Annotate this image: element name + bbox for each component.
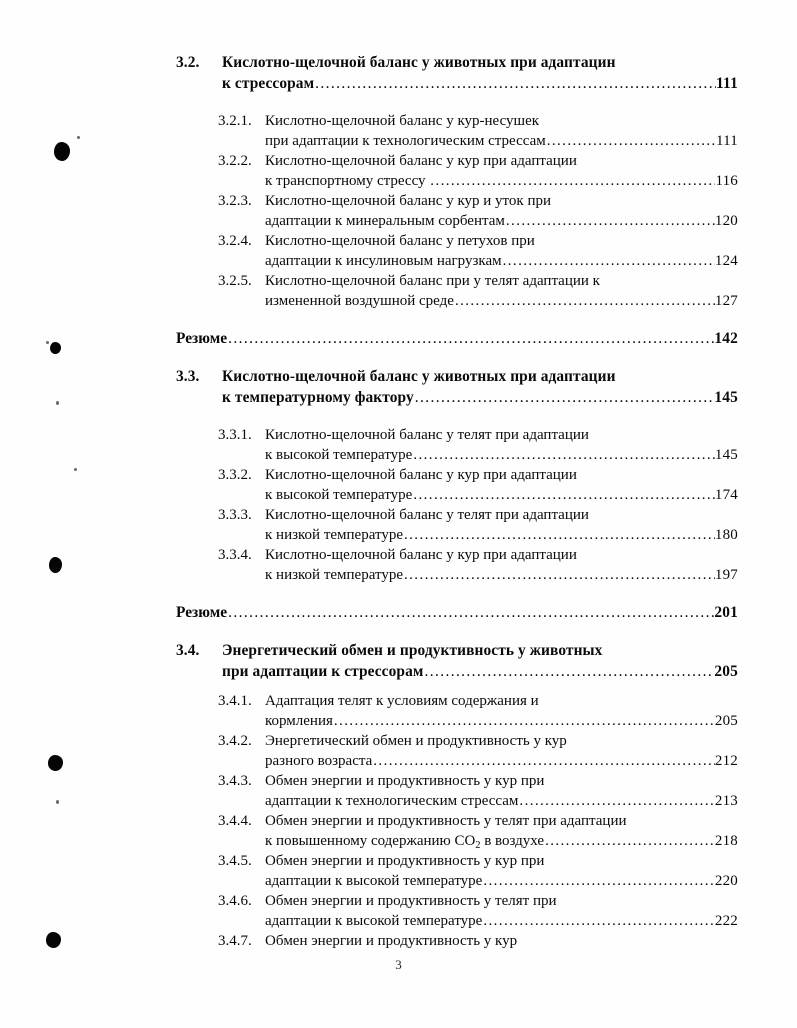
resume-page-number: 142 (714, 330, 738, 347)
section-title-line1: Кислотно-щелочной баланс у животных при адаптации (222, 368, 616, 385)
subitem-line2: адаптации к высокой температуре (265, 913, 483, 929)
subitem-line2: к высокой температуре (265, 487, 413, 503)
subitem-line2: к низкой температуре (265, 567, 403, 583)
subitem-line1: Адаптация телят к условиям содержания и (265, 693, 539, 709)
subitem-line1: Кислотно-щелочной баланс у кур при адаптации (265, 547, 577, 563)
dot-leader (413, 485, 715, 505)
subitem-number: 3.2.1. (218, 113, 252, 129)
subitem-number: 3.4.4. (218, 813, 252, 829)
dot-leader (373, 751, 715, 771)
subitem-number: 3.4.2. (218, 733, 252, 749)
subitem-line2: при адаптации к технологическим стрессам (265, 133, 546, 149)
toc-subitem-3-3-2[interactable] (176, 465, 738, 505)
section-number: 3.4. (176, 642, 200, 659)
scan-speck-artifact (46, 341, 49, 344)
subitem-line1: Кислотно-щелочной баланс у телят при адаптации (265, 507, 589, 523)
formula-suffix: в воздухе (480, 833, 545, 849)
subitem-page-number: 213 (714, 793, 738, 809)
scan-speck-artifact (56, 800, 59, 804)
spacer (176, 585, 738, 602)
subitem-number: 3.2.2. (218, 153, 252, 169)
toc-subitems-3-2 (176, 111, 738, 311)
subitem-line2: адаптации к технологическим стрессам (265, 793, 519, 809)
toc-subitem-3-2-3[interactable] (176, 191, 738, 231)
toc-subitem-3-3-3[interactable] (176, 505, 738, 545)
subitem-page-number: 127 (714, 293, 738, 309)
spacer (176, 408, 738, 425)
dot-leader (404, 525, 715, 545)
toc-resume-201[interactable] (176, 602, 738, 623)
subitem-page-number: 222 (714, 913, 738, 929)
toc-subitem-3-3-4[interactable] (176, 545, 738, 585)
subitem-line2-formula (265, 831, 544, 851)
table-of-contents (176, 52, 738, 951)
dot-leader (545, 831, 715, 851)
dot-leader (413, 445, 715, 465)
subitem-number: 3.3.1. (218, 427, 252, 443)
subitem-page-number: 180 (714, 527, 738, 543)
subitem-line1: Кислотно-щелочной баланс у кур-несушек (265, 113, 540, 129)
dot-leader (455, 291, 715, 311)
toc-subitems-3-4 (176, 691, 738, 951)
resume-label: Резюме (176, 330, 228, 347)
subitem-line2: адаптации к инсулиновым нагрузкам (265, 253, 502, 269)
toc-subitems-3-3 (176, 425, 738, 585)
subitem-line1: Кислотно-щелочной баланс при у телят адаптации к (265, 273, 600, 289)
section-title-line1: Кислотно-щелочной баланс у животных при адаптацин (222, 54, 616, 71)
subitem-page-number: 220 (714, 873, 738, 889)
dot-leader (334, 711, 715, 731)
toc-subitem-3-3-1[interactable] (176, 425, 738, 465)
dot-leader (506, 211, 715, 231)
spacer (176, 682, 738, 691)
toc-subitem-3-4-1[interactable] (176, 691, 738, 731)
subitem-page-number: 174 (714, 487, 738, 503)
dot-leader (483, 871, 715, 891)
subitem-line2: кормления (265, 713, 333, 729)
subitem-number: 3.2.5. (218, 273, 252, 289)
section-title-line2: при адаптации к стрессорам (222, 663, 424, 680)
toc-subitem-3-4-7[interactable] (176, 931, 738, 951)
subitem-line1: Обмен энергии и продуктивность у телят при адаптации (265, 813, 627, 829)
section-title-line2: к температурному фактору (222, 389, 414, 406)
subitem-line1: Энергетический обмен и продуктивность у кур (265, 733, 567, 749)
subitem-line2: разного возраста (265, 753, 373, 769)
subitem-line1: Кислотно-щелочной баланс у кур и уток при (265, 193, 552, 209)
subitem-page-number: 145 (714, 447, 738, 463)
section-page-number: 205 (714, 663, 738, 680)
scan-speck-artifact (54, 142, 70, 161)
subitem-number: 3.3.4. (218, 547, 252, 563)
toc-subitem-3-4-3[interactable] (176, 771, 738, 811)
section-title-line2: к стрессорам (222, 75, 315, 92)
subitem-line2: к низкой температуре (265, 527, 403, 543)
scan-speck-artifact (50, 342, 61, 354)
subitem-line2: к транспортному стрессу (265, 173, 430, 189)
dot-leader (519, 791, 714, 811)
dot-leader (547, 131, 716, 151)
spacer (176, 623, 738, 640)
section-number: 3.3. (176, 368, 200, 385)
scan-speck-artifact (56, 401, 59, 405)
spacer (176, 311, 738, 328)
subitem-line1: Кислотно-щелочной баланс у кур при адаптации (265, 467, 577, 483)
section-page-number: 111 (716, 75, 738, 92)
subitem-line1: Кислотно-щелочной баланс у кур при адаптации (265, 153, 577, 169)
formula-prefix: к повышенному содержанию CO (265, 833, 476, 849)
scan-speck-artifact (49, 557, 62, 573)
subitem-page-number: 205 (714, 713, 738, 729)
dot-leader (430, 171, 715, 191)
dot-leader (404, 565, 715, 585)
subitem-line1: Кислотно-щелочной баланс у петухов при (265, 233, 535, 249)
toc-subitem-3-4-2[interactable] (176, 731, 738, 771)
subitem-number: 3.2.3. (218, 193, 252, 209)
toc-subitem-3-4-5[interactable] (176, 851, 738, 891)
dot-leader (483, 911, 715, 931)
scan-speck-artifact (77, 136, 80, 139)
section-number: 3.2. (176, 54, 200, 71)
dot-leader (415, 387, 715, 408)
subitem-line1: Обмен энергии и продуктивность у телят при (265, 893, 557, 909)
toc-subitem-3-2-1[interactable] (176, 111, 738, 151)
scan-speck-artifact (74, 468, 77, 471)
toc-section-3-4[interactable] (176, 640, 738, 682)
subitem-line1: Обмен энергии и продуктивность у кур при (265, 853, 545, 869)
page-folio-number: 3 (395, 957, 402, 972)
spacer (176, 349, 738, 366)
subitem-number: 3.4.6. (218, 893, 252, 909)
dot-leader (315, 73, 716, 94)
subitem-page-number: 124 (714, 253, 738, 269)
subitem-number: 3.2.4. (218, 233, 252, 249)
subitem-page-number: 218 (714, 833, 738, 849)
subitem-line2: к высокой температуре (265, 447, 413, 463)
toc-subitem-3-2-4[interactable] (176, 231, 738, 271)
subitem-number: 3.4.3. (218, 773, 252, 789)
subitem-line1: Кислотно-щелочной баланс у телят при адаптации (265, 427, 589, 443)
subitem-number: 3.4.1. (218, 693, 252, 709)
toc-section-3-2[interactable] (176, 52, 738, 94)
toc-subitem-3-4-6[interactable] (176, 891, 738, 931)
dot-leader (424, 661, 714, 682)
subitem-page-number: 120 (714, 213, 738, 229)
dot-leader (503, 251, 715, 271)
scan-speck-artifact (48, 755, 63, 771)
toc-subitem-3-2-2[interactable] (176, 151, 738, 191)
toc-resume-142[interactable] (176, 328, 738, 349)
resume-label: Резюме (176, 604, 228, 621)
toc-subitem-3-2-5[interactable] (176, 271, 738, 311)
formula-subscript: 2 (475, 839, 481, 851)
dot-leader (228, 602, 714, 623)
subitem-number: 3.3.3. (218, 507, 252, 523)
section-title-line1: Энергетический обмен и продуктивность у животных (222, 642, 603, 659)
subitem-line2: адаптации к высокой температуре (265, 873, 483, 889)
subitem-number: 3.4.7. (218, 933, 252, 949)
resume-page-number: 201 (714, 604, 738, 621)
toc-section-3-3[interactable] (176, 366, 738, 408)
subitem-page-number: 111 (716, 133, 738, 149)
subitem-page-number: 116 (715, 173, 738, 189)
subitem-page-number: 197 (714, 567, 738, 583)
scan-speck-artifact (46, 932, 61, 948)
subitem-line2: измененной воздушной среде (265, 293, 454, 309)
dot-leader (228, 328, 714, 349)
subitem-line1: Обмен энергии и продуктивность у кур при (265, 773, 545, 789)
subitem-number: 3.3.2. (218, 467, 252, 483)
subitem-line2: адаптации к минеральным сорбентам (265, 213, 505, 229)
toc-subitem-3-4-4[interactable] (176, 811, 738, 851)
spacer (176, 94, 738, 111)
section-page-number: 145 (714, 389, 738, 406)
subitem-page-number: 212 (714, 753, 738, 769)
subitem-number: 3.4.5. (218, 853, 252, 869)
subitem-line1: Обмен энергии и продуктивность у кур (265, 933, 518, 949)
